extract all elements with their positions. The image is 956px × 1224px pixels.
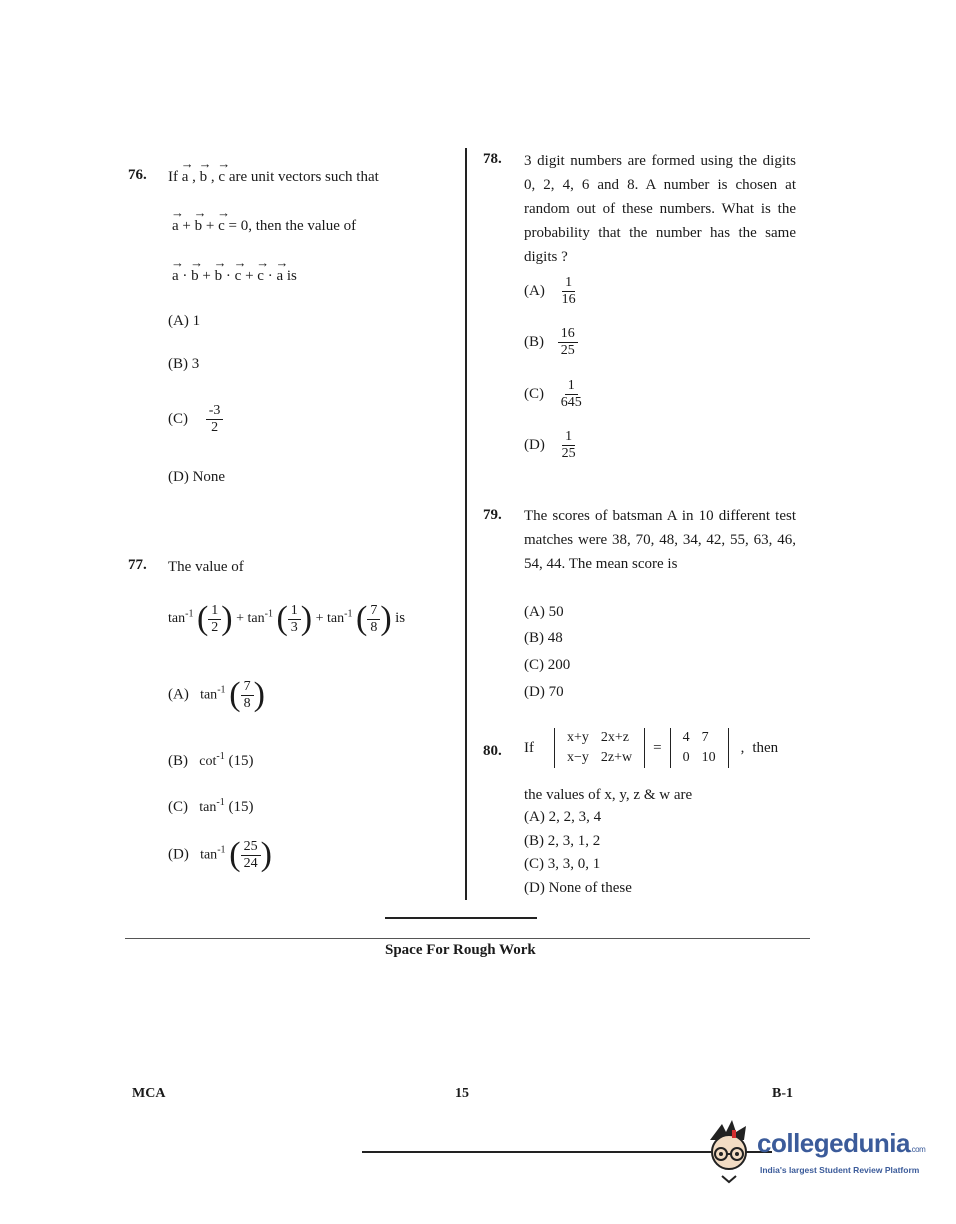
q80-equation: If x+y 2x+z x−y 2z+w = 4 7 0 10 , then [524,728,778,768]
q76-option-c-fraction: $\frac{-3}{2}$ [206,403,224,436]
q80-option-c[interactable]: (C) 3, 3, 0, 1 [524,856,601,872]
vector-b: → b [200,165,208,189]
q79-option-b[interactable]: (B) 48 [524,630,563,646]
q79-option-c[interactable]: (C) 200 [524,657,571,673]
q77-text: The value of [168,559,244,575]
q80-matrix-right: 4 7 0 10 [670,728,729,768]
brand-mascot-icon [702,1118,756,1189]
vector-a: → a [182,165,189,189]
q77-number: 77. [128,557,147,573]
q77-option-d[interactable]: (D) $\tan^{-1}$ ( $\frac{25}{24}$ ) [168,836,272,873]
q76-option-d[interactable]: (D) None [168,469,226,485]
q76-line2: → a + → b + → c = 0, then the value of [172,214,356,238]
q77-option-c[interactable]: (C) $\tan^{-1} (15)$ [168,797,254,815]
q78-text: 3 digit numbers are formed using the digits 0, 2, 4, 6 and 8. A number is chosen at random out of these numbers. What is the probability that the number has the same digits ? [524,153,796,265]
q79-number: 79. [483,507,502,523]
q76-option-a[interactable]: (A) 1 [168,313,201,329]
q80-option-b[interactable]: (B) 2, 3, 1, 2 [524,833,601,849]
page-number: 15 [455,1086,469,1101]
rough-work-label: Space For Rough Work [385,942,536,958]
footer-subject: MCA [132,1086,166,1101]
q76-line3: → a · → b + → b · → c + → c · → a is [172,264,297,288]
q80-number: 80. [483,743,502,759]
q77-expression: $\tan^{-1}$ ( $\frac{1}{2}$ ) + $\tan^{-1}$ ( $\frac{1}{3}$ ) + $\tan^{-1}$ ( $\frac{7}{8}$ ) is [168,600,406,637]
q79-option-a[interactable]: (A) 50 [524,604,564,620]
q77-option-a[interactable]: (A) $\tan^{-1}$ ( $\frac{7}{8}$ ) [168,676,265,713]
q80-option-d[interactable]: (D) None of these [524,880,632,896]
rough-short-rule [385,917,537,919]
q76-option-b[interactable]: (B) 3 [168,356,200,372]
q76-line1: If → a , → b , → c are unit vectors such that [168,165,379,189]
rough-long-rule [125,938,810,939]
q78-option-a[interactable]: (A) $\frac{1}{16}$ [524,275,576,307]
q78-option-b[interactable]: (B) $\frac{16}{25}$ [524,326,578,359]
vector-c: → c [218,165,225,189]
q76-option-c[interactable]: (C) $\frac{-3}{2}$ [168,403,223,436]
q80-matrix-left: x+y 2x+z x−y 2z+w [554,728,645,768]
q80-text: the values of x, y, z & w are [524,787,693,803]
q78-option-c[interactable]: (C) $\frac{1}{645}$ [524,378,582,410]
q79-text: The scores of batsman A in 10 different test matches were 38, 70, 48, 34, 42, 55, 63, 46, 54, 44. The mean score is [524,508,796,572]
brand-tagline: India's largest Student Review Platform [760,1165,920,1175]
q78-number: 78. [483,151,502,167]
q77-option-b[interactable]: (B) $\cot^{-1} (15)$ [168,751,254,769]
q80-option-a[interactable]: (A) 2, 2, 3, 4 [524,809,602,825]
q78-option-d[interactable]: (D) $\frac{1}{25}$ [524,429,576,461]
column-divider [465,148,467,900]
q76-number: 76. [128,167,147,183]
q79-option-d[interactable]: (D) 70 [524,684,564,700]
brand-logo: collegedunia.com [757,1128,926,1158]
footer-booklet: B-1 [772,1086,793,1101]
